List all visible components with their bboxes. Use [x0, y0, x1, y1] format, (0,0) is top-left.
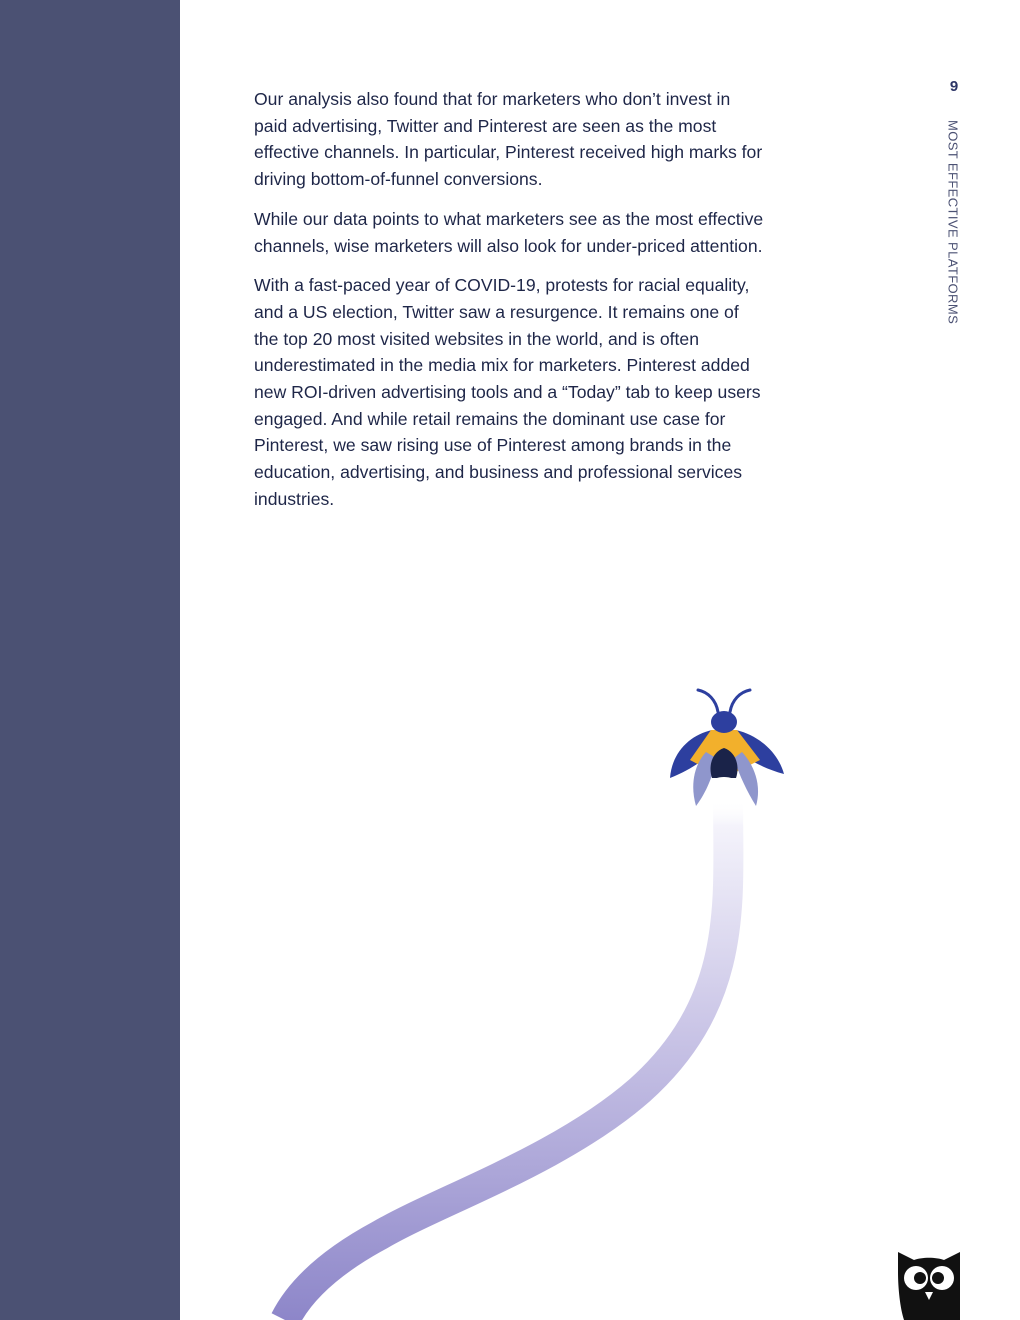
page-number: 9	[949, 78, 959, 95]
paragraph-2: While our data points to what marketers see as the most effective channels, wise marketers will also look for under-priced attention.	[254, 208, 764, 256]
firefly-icon	[670, 690, 784, 806]
firefly-trail	[285, 800, 728, 1320]
section-title-vertical: MOST EFFECTIVE PLATFORMS	[945, 120, 961, 325]
paragraph-3: With a fast-paced year of COVID-19, protests for racial equality, and a US election, Twitter saw a resurgence. It remains one of the top 20 most visited websites in the world, and is often underestimated in the media mix for marketers. Pinterest added new ROI-driven advertising tools and a “Today” tab to keep users engaged. And while retail remains the dominant use case for Pinterest, we saw rising use of Pinterest among brands in the education, advertising, and business and professional services industries.	[254, 275, 761, 509]
paragraph-1: Our analysis also found that for marketers who don’t invest in paid advertising, Twitter and Pinterest are seen as the most effective channels. In particular, Pinterest received high marks for driving bottom-of-funnel conversions.	[254, 89, 763, 190]
owl-logo-icon	[894, 1248, 964, 1320]
